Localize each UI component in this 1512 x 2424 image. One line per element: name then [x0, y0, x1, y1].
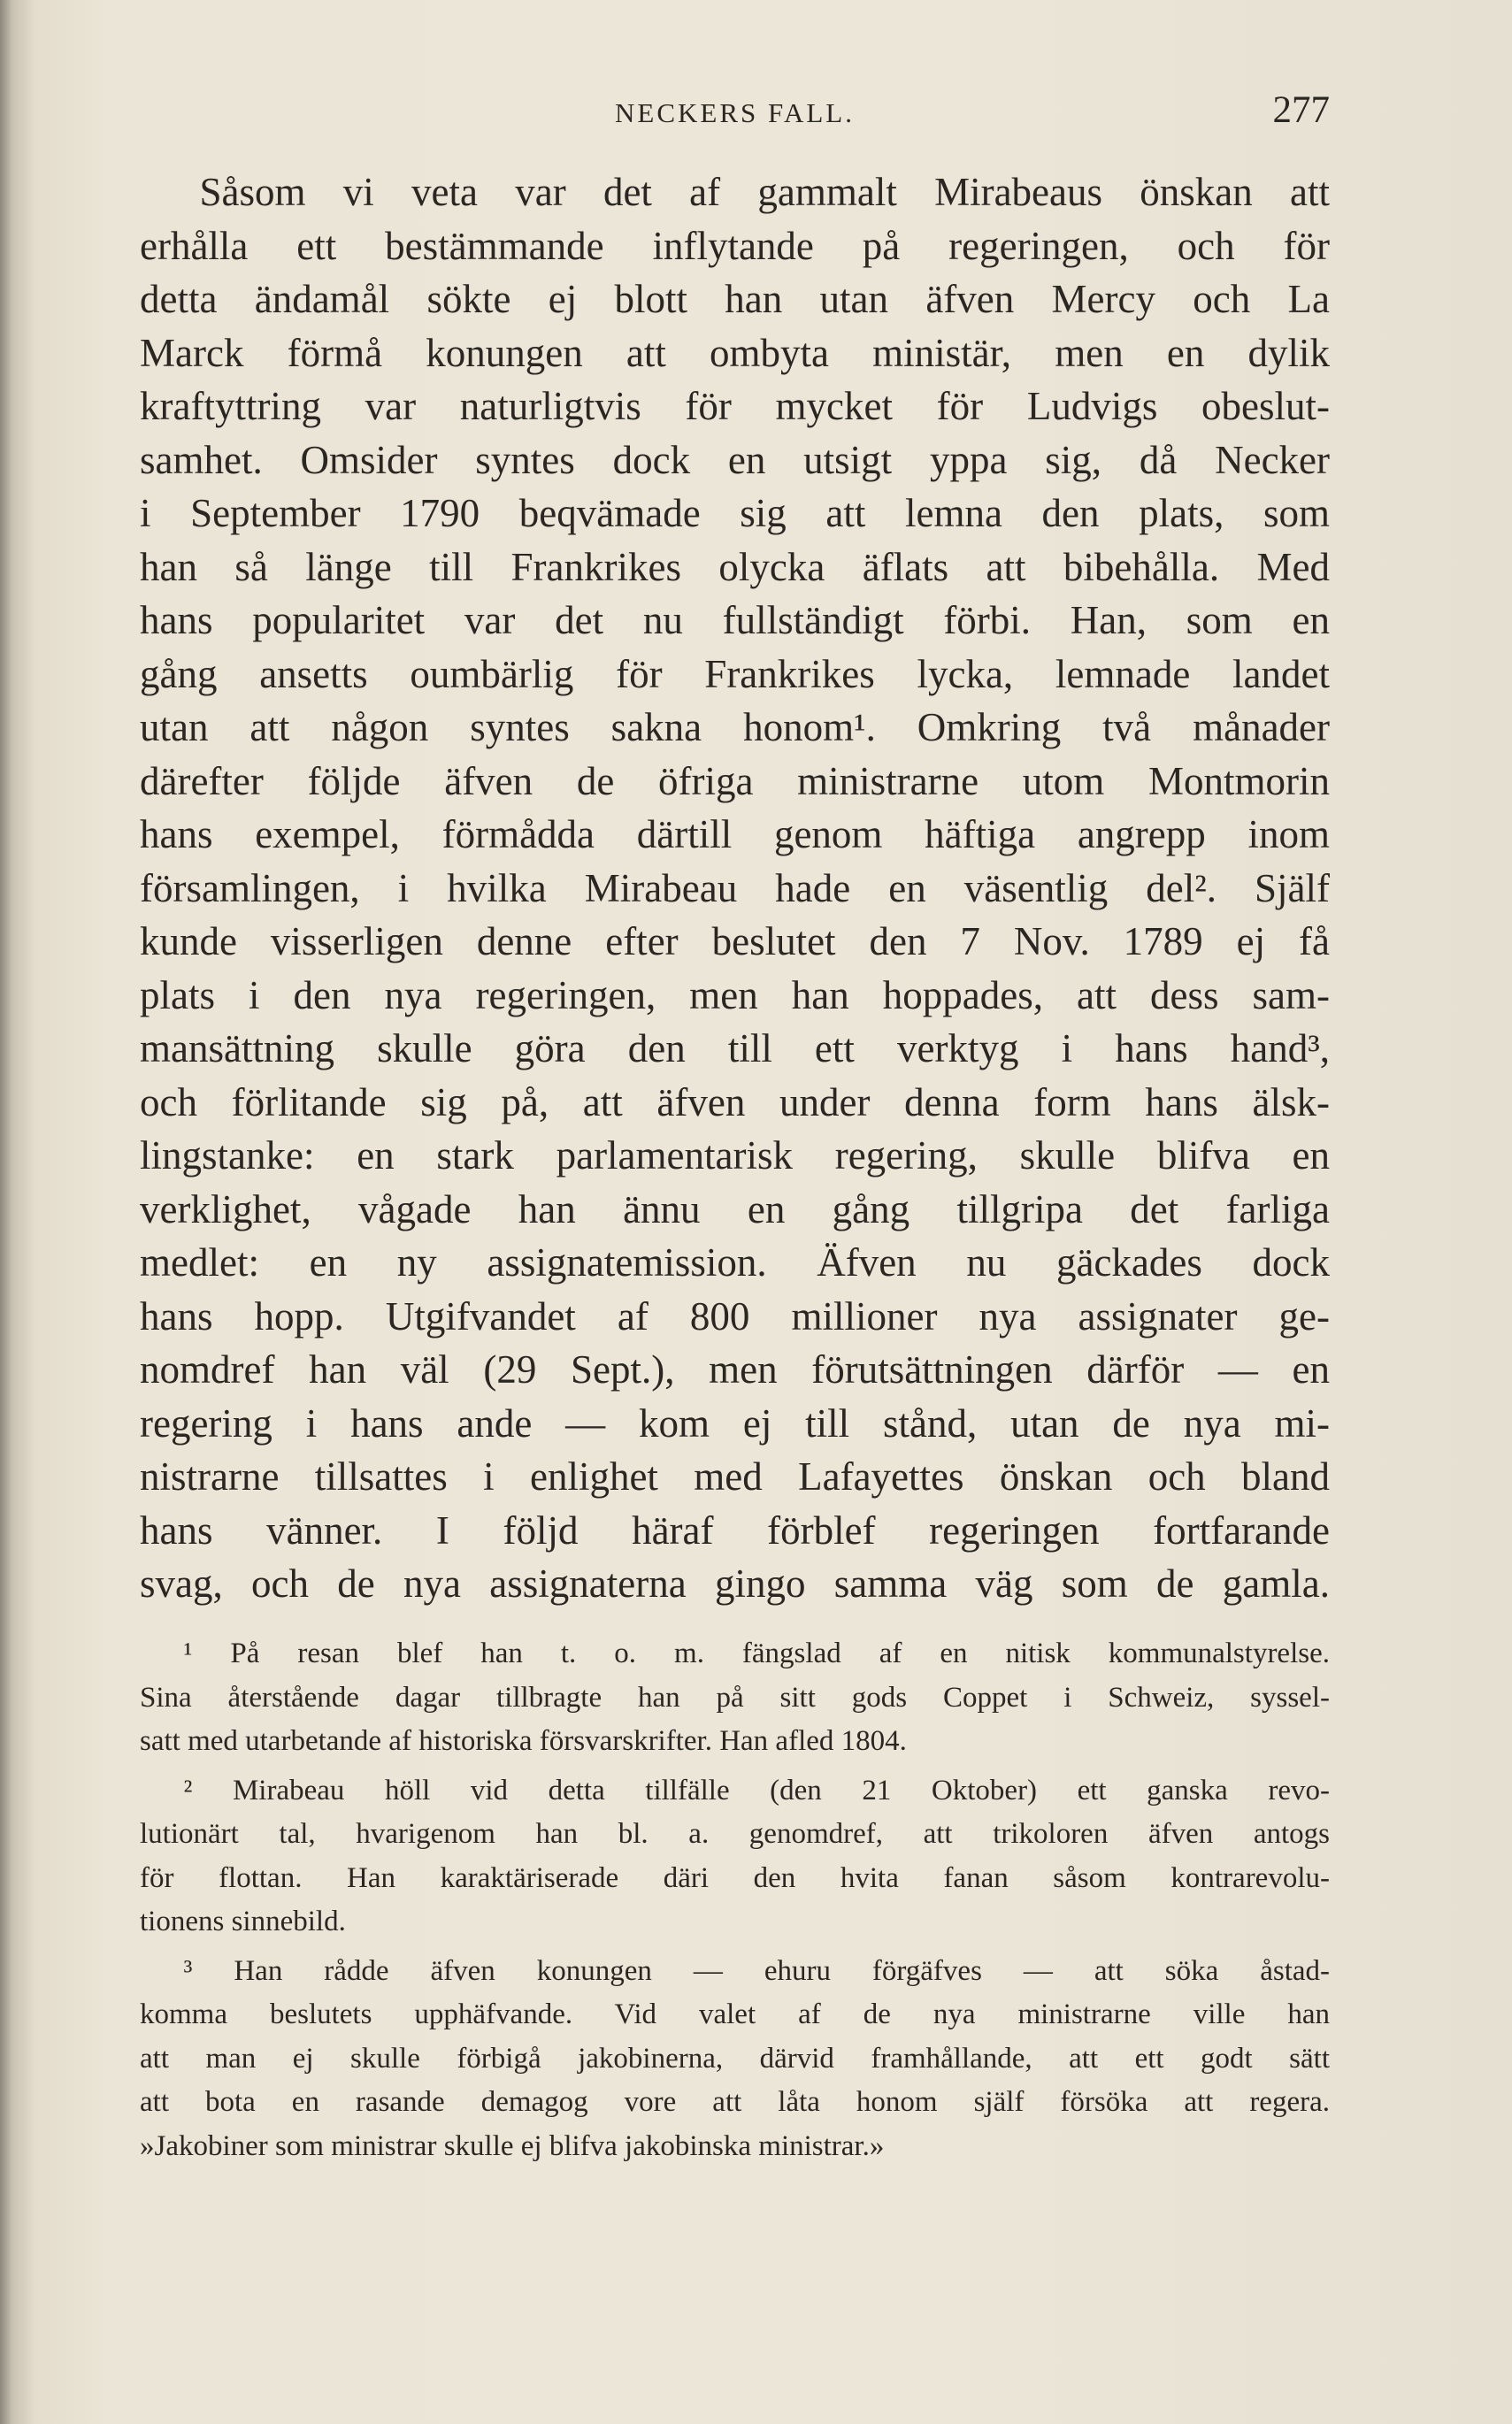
footnote-line: satt med utarbetande af historiska försvarskrifter. Han afled 1804. — [140, 1725, 907, 1757]
body-line: plats i den nya regeringen, men han hoppades, att dess sam- — [140, 972, 1330, 1017]
body-line: Marck förmå konungen att ombyta ministär, men en dylik — [140, 330, 1330, 375]
body-line: medlet: en ny assignatemission. Äfven nu gäckades dock — [140, 1240, 1330, 1285]
body-line: verklighet, vågade han ännu en gång tillgripa det farliga — [140, 1186, 1330, 1231]
footnote-line: ² Mirabeau höll vid detta tillfälle (den 21 Oktober) ett ganska revo- — [183, 1774, 1330, 1806]
body-line: gång ansetts oumbärlig för Frankrikes lycka, lemnade landet — [140, 651, 1330, 696]
footnote-line: komma beslutets upphäfvande. Vid valet af de nya ministrarne ville han — [140, 1998, 1330, 2030]
body-line: nomdref han väl (29 Sept.), men förutsättningen därför — en — [140, 1347, 1330, 1392]
footnote-3 — [140, 1950, 1330, 2169]
body-line: erhålla ett bestämmande inflytande på regeringen, och för — [140, 223, 1330, 268]
footnote-line: att man ej skulle förbigå jakobinerna, därvid framhållande, att ett godt sätt — [140, 2042, 1330, 2075]
body-line: mansättning skulle göra den till ett verktyg i hans hand³, — [140, 1026, 1330, 1070]
running-title: NECKERS FALL. — [615, 97, 855, 128]
body-line: kraftyttring var naturligtvis för mycket för Ludvigs obeslut- — [140, 384, 1330, 428]
footnote-line: »Jakobiner som ministrar skulle ej blifva jakobinska ministrar.» — [140, 2129, 885, 2162]
footnote-line: Sina återstående dagar tillbragte han på sitt gods Coppet i Schweiz, syssel- — [140, 1681, 1330, 1714]
running-head — [140, 88, 1330, 142]
footnote-1 — [140, 1632, 1330, 1764]
footnote-line: för flottan. Han karaktäriserade däri den hvita fanan såsom kontrarevolu- — [140, 1861, 1330, 1894]
body-line: nistrarne tillsattes i enlighet med Lafayettes önskan och bland — [140, 1454, 1330, 1499]
body-line: lingstanke: en stark parlamentarisk regering, skulle blifva en — [140, 1133, 1330, 1177]
body-text — [140, 165, 1330, 1611]
page-number: 277 — [1272, 89, 1330, 131]
body-line: och förlitande sig på, att äfven under denna form hans älsk- — [140, 1079, 1330, 1124]
body-line: svag, och de nya assignaterna gingo samma väg som de gamla. — [140, 1561, 1330, 1606]
footnotes — [140, 1632, 1330, 2168]
body-line: hans exempel, förmådda därtill genom häftiga angrepp inom — [140, 812, 1330, 856]
body-line: därefter följde äfven de öfriga ministrarne utom Montmorin — [140, 758, 1330, 803]
footnote-line: tionens sinnebild. — [140, 1906, 346, 1937]
body-line: utan att någon syntes sakna honom¹. Omkring två månader — [140, 705, 1330, 749]
body-line: Såsom vi veta var det af gammalt Mirabeaus önskan att — [199, 170, 1330, 214]
body-line: detta ändamål sökte ej blott han utan äfven Mercy och La — [140, 277, 1330, 321]
body-line: i September 1790 beqvämade sig att lemna den plats, som — [140, 491, 1330, 535]
body-line: han så länge till Frankrikes olycka äflats att bibehålla. Med — [140, 544, 1330, 589]
body-line: kunde visserligen denne efter beslutet den 7 Nov. 1789 ej få — [140, 919, 1330, 963]
body-line: regering i hans ande — kom ej till stånd, utan de nya mi- — [140, 1400, 1330, 1446]
footnote-line: att bota en rasande demagog vore att låta honom själf försöka att regera. — [140, 2086, 1330, 2118]
footnote-line: ¹ På resan blef han t. o. m. fängslad af en nitisk kommunalstyrelse. — [183, 1638, 1330, 1669]
body-line: hans vänner. I följd häraf förblef regeringen fortfarande — [140, 1507, 1330, 1553]
footnote-line: lutionärt tal, hvarigenom han bl. a. genomdref, att trikoloren äfven antogs — [140, 1818, 1330, 1850]
body-line: samhet. Omsider syntes dock en utsigt yppa sig, då Necker — [140, 437, 1330, 482]
body-line: hans popularitet var det nu fullständigt förbi. Han, som en — [140, 598, 1330, 642]
body-line: församlingen, i hvilka Mirabeau hade en väsentlig del². Själf — [140, 865, 1330, 910]
body-line: hans hopp. Utgifvandet af 800 millioner nya assignater ge- — [140, 1293, 1330, 1339]
footnote-2 — [140, 1769, 1330, 1945]
footnote-line: ³ Han rådde äfven konungen — ehuru förgäfves — att söka åstad- — [183, 1954, 1330, 1987]
